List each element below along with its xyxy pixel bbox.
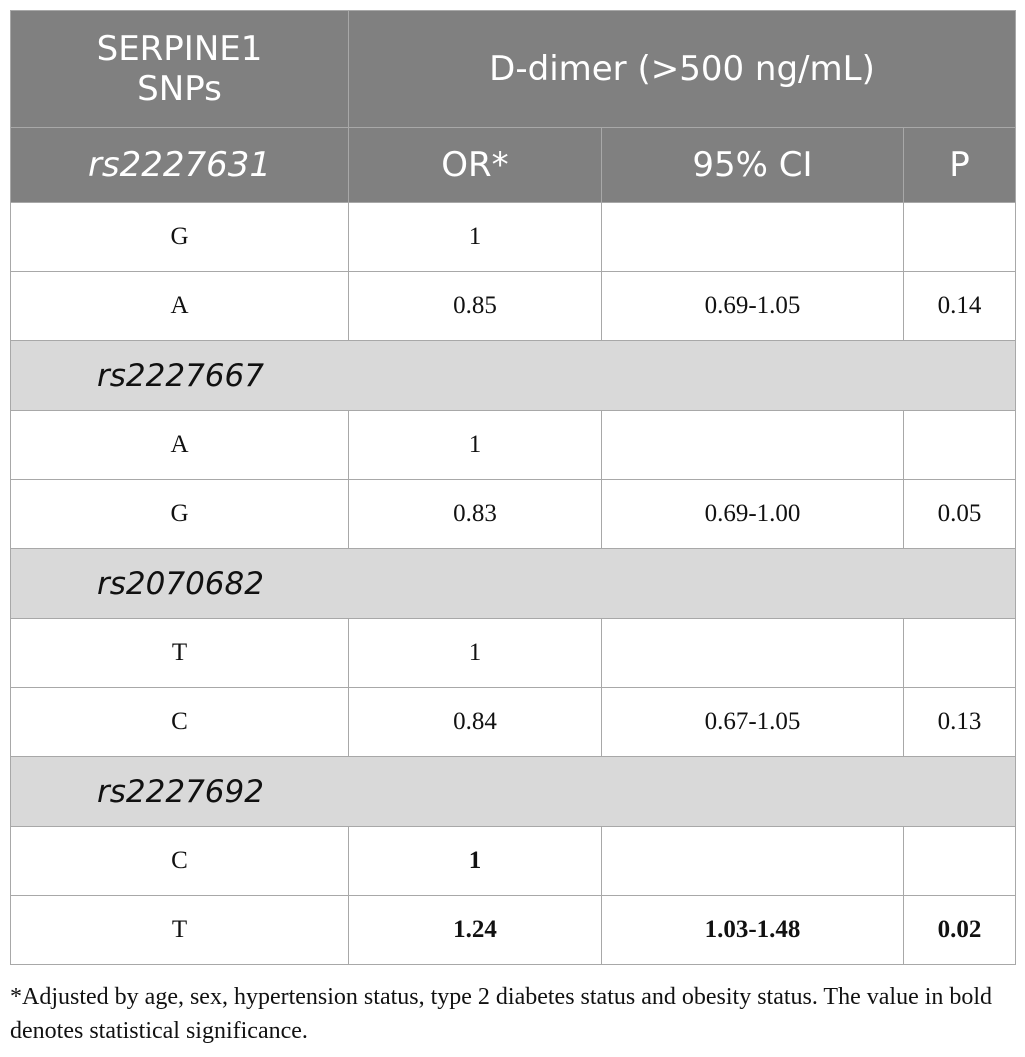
or-cell: 1 xyxy=(349,619,602,688)
ci-cell xyxy=(602,411,904,480)
or-cell: 0.83 xyxy=(349,480,602,549)
allele-cell: A xyxy=(11,411,349,480)
allele-cell: T xyxy=(11,896,349,965)
ci-cell xyxy=(602,203,904,272)
or-cell: 1 xyxy=(349,411,602,480)
header-ci: 95% CI xyxy=(602,128,904,203)
table-row xyxy=(11,619,1016,688)
table-row xyxy=(11,896,1016,965)
header-d-dimer-group: D-dimer (>500 ng/mL) xyxy=(349,11,1016,128)
table-row xyxy=(11,272,1016,341)
snp-group-row xyxy=(11,757,1016,827)
ci-cell xyxy=(602,619,904,688)
allele-cell: A xyxy=(11,272,349,341)
table-row xyxy=(11,480,1016,549)
table-row xyxy=(11,203,1016,272)
snp-group-label: rs2227667 xyxy=(11,341,1016,411)
or-cell: 1 xyxy=(349,203,602,272)
p-cell xyxy=(904,827,1016,896)
table-footnote: *Adjusted by age, sex, hypertension status, type 2 diabetes status and obesity status. The value in bold denotes statistical significance. xyxy=(10,984,993,1044)
p-cell: 0.13 xyxy=(904,688,1016,757)
p-cell: 0.02 xyxy=(904,896,1016,965)
or-cell: 0.85 xyxy=(349,272,602,341)
snp-group-label: rs2070682 xyxy=(11,549,1016,619)
snp-group-row xyxy=(11,549,1016,619)
header-snp-column: SERPINE1 SNPs xyxy=(11,11,349,128)
allele-cell: C xyxy=(11,827,349,896)
p-cell: 0.05 xyxy=(904,480,1016,549)
table-container xyxy=(10,10,1015,965)
p-cell: 0.14 xyxy=(904,272,1016,341)
ci-cell: 0.69-1.05 xyxy=(602,272,904,341)
ci-cell xyxy=(602,827,904,896)
allele-cell: T xyxy=(11,619,349,688)
snp-group-label: rs2227692 xyxy=(11,757,1016,827)
table-row xyxy=(11,827,1016,896)
snp-group-row xyxy=(11,341,1016,411)
results-table xyxy=(10,10,1016,965)
header-or: OR* xyxy=(349,128,602,203)
or-cell: 1.24 xyxy=(349,896,602,965)
or-cell: 0.84 xyxy=(349,688,602,757)
p-cell xyxy=(904,619,1016,688)
table-row xyxy=(11,411,1016,480)
allele-cell: G xyxy=(11,203,349,272)
header-p: P xyxy=(904,128,1016,203)
table-row xyxy=(11,688,1016,757)
ci-cell: 0.69-1.00 xyxy=(602,480,904,549)
p-cell xyxy=(904,203,1016,272)
header-first-snp: rs2227631 xyxy=(11,128,349,203)
ci-cell: 0.67-1.05 xyxy=(602,688,904,757)
ci-cell: 1.03-1.48 xyxy=(602,896,904,965)
or-cell: 1 xyxy=(349,827,602,896)
allele-cell: C xyxy=(11,688,349,757)
p-cell xyxy=(904,411,1016,480)
allele-cell: G xyxy=(11,480,349,549)
